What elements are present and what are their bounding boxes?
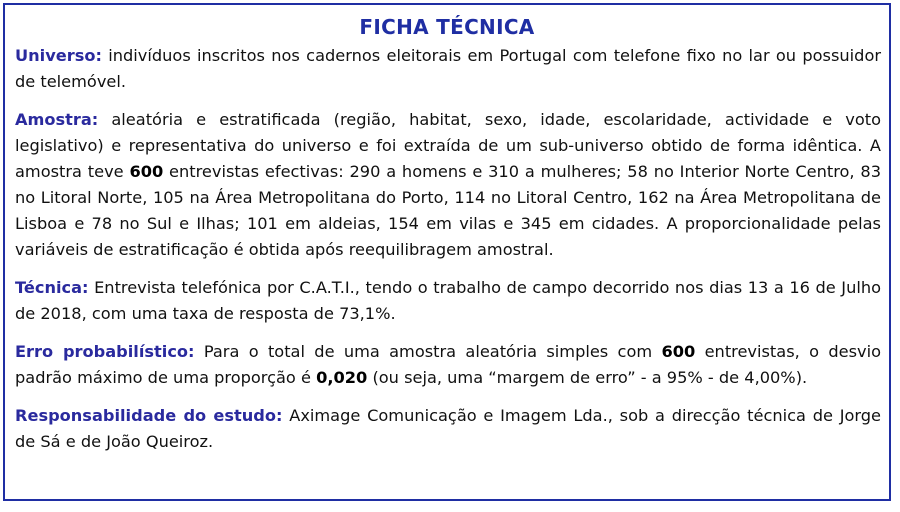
erro-label: Erro probabilístico: xyxy=(15,342,195,361)
responsabilidade-label: Responsabilidade do estudo: xyxy=(15,406,283,425)
section-amostra xyxy=(15,107,881,263)
tecnica-label: Técnica: xyxy=(15,278,89,297)
amostra-sample-size: 600 xyxy=(129,162,164,181)
section-universo xyxy=(15,43,881,95)
erro-text-c: (ou seja, uma “margem de erro” - a 95% - de 4,00%). xyxy=(367,368,808,387)
universo-text: indivíduos inscritos nos cadernos eleitorais em Portugal com telefone fixo no lar ou possuidor de telemóvel. xyxy=(15,46,881,91)
erro-std-deviation: 0,020 xyxy=(316,368,368,387)
amostra-label: Amostra: xyxy=(15,110,99,129)
section-responsabilidade xyxy=(15,403,881,455)
erro-text-b: entrevistas, o desvio padrão máximo de uma proporção é xyxy=(15,342,881,387)
amostra-text-b: entrevistas efectivas: 290 a homens e 310 a mulheres; 58 no Interior Norte Centro, 83 no Litoral Norte, 105 na Área Metropolitana do Porto, 114 no Litoral Centro, 162 na Área Metropolitana de Lisboa e 78 no Sul e Ilhas; 101 em aldeias, 154 em vilas e 345 em cidades. A proporcionalidade pelas variáveis de estratificação é obtida após reequilibragem amostral. xyxy=(15,162,881,259)
responsabilidade-text: Aximage Comunicação e Imagem Lda., sob a direcção técnica de Jorge de Sá e de João Queiroz. xyxy=(15,406,882,451)
erro-text-a: Para o total de uma amostra aleatória simples com xyxy=(194,342,662,361)
universo-label: Universo: xyxy=(15,46,102,65)
section-erro-probabilistico xyxy=(15,339,881,391)
amostra-text-a: aleatória e estratificada (região, habitat, sexo, idade, escolaridade, actividade e voto legislativo) e representativa do universo e foi extraída de um sub-universo obtido de forma idêntica. A amostra teve xyxy=(15,110,881,181)
tecnica-text: Entrevista telefónica por C.A.T.I., tendo o trabalho de campo decorrido nos dias 13 a 16 de Julho de 2018, com uma taxa de resposta de 73,1%. xyxy=(15,278,881,323)
ficha-tecnica-box xyxy=(3,3,891,501)
erro-sample-size: 600 xyxy=(661,342,696,361)
section-tecnica xyxy=(15,275,881,327)
page-title: FICHA TÉCNICA xyxy=(359,15,535,39)
